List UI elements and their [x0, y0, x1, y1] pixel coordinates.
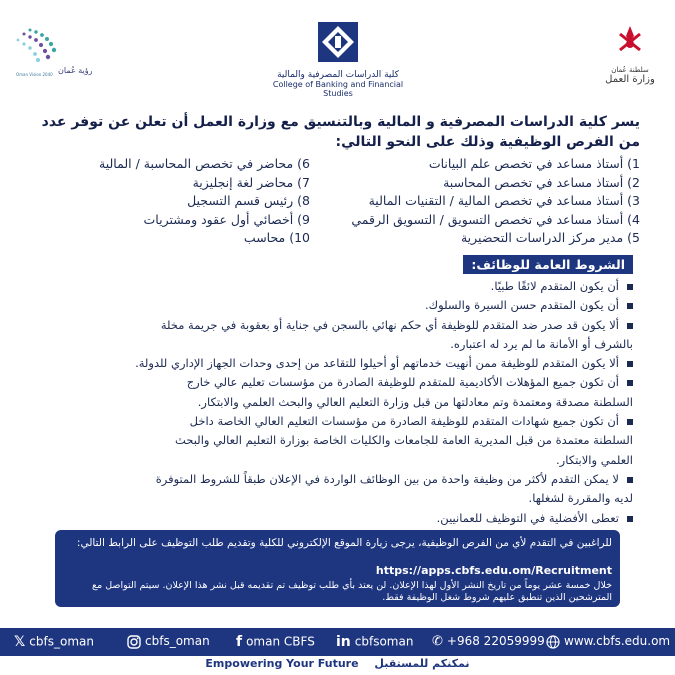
job-item: 3) أستاذ مساعد في تخصص المالية / التقنيات المالية — [368, 193, 640, 209]
ministry-logo — [600, 22, 660, 85]
tagline-en: Empowering Your Future — [205, 657, 359, 670]
apply-box — [55, 530, 620, 607]
instagram-handle: cbfs_oman — [145, 634, 210, 648]
bullet-icon — [627, 323, 633, 329]
linkedin-handle: cbfsoman — [354, 634, 414, 649]
job-item: 8) رئيس قسم التسجيل — [187, 193, 310, 209]
bullet-icon — [627, 477, 633, 483]
conditions-list — [33, 277, 633, 528]
x-icon: 𝕏 — [14, 634, 26, 650]
oman-vision-2040-logo — [10, 24, 105, 80]
globe-icon — [546, 635, 560, 649]
job-item: 7) محاضر لغة إنجليزية — [192, 174, 310, 190]
condition-line: لا يمكن التقدم لأكثر من وظيفة واحدة من بين الوظائف الواردة في الإعلان طبقاً للشروط المتوفرة — [155, 471, 619, 486]
condition-item — [33, 277, 633, 296]
job-item: 2) أستاذ مساعد في تخصص المحاسبة — [443, 174, 640, 190]
job-item: 9) أخصائي أول عقود ومشتريات — [143, 211, 310, 227]
recruitment-link[interactable]: https://apps.cbfs.edu.om/Recruitment — [375, 564, 612, 577]
condition-line: أن تكون جميع شهادات المتقدم للوظيفة الصادرة من مؤسسات التعليم العالي الخاصة داخل — [189, 414, 619, 429]
condition-line: السلطنة معتمدة من قبل المديرية العامة للجامعات والكليات الخاصة بوزارة التعليم العالي والبحث — [175, 433, 633, 448]
condition-line: بالشرف أو الأمانة ما لم يرد له اعتباره. — [450, 336, 633, 351]
job-item: 6) محاضر في تخصص المحاسبة / المالية — [99, 156, 310, 171]
jobs-list-right — [310, 155, 640, 248]
header — [0, 0, 675, 100]
ministry-name: وزارة العمل — [605, 74, 655, 85]
condition-item — [33, 373, 633, 392]
instagram-icon — [127, 635, 141, 649]
bullet-icon — [627, 516, 633, 522]
jobs-list-left — [65, 155, 310, 248]
condition-line: أن تكون جميع المؤهلات الأكاديمية للمتقدم للوظيفة الصادرة من مؤسسات تعليم عالي خارج — [186, 375, 619, 390]
footer-facebook[interactable] — [236, 634, 315, 650]
condition-line: لديه والمقررة لشغلها. — [528, 491, 633, 506]
condition-item — [33, 470, 633, 489]
job-item: 10) محاسب — [243, 230, 310, 246]
linkedin-icon: in — [336, 634, 351, 650]
college-logo — [258, 20, 418, 98]
tagline — [0, 657, 675, 670]
website-url: www.cbfs.edu.om — [564, 634, 671, 648]
bullet-icon — [627, 380, 633, 386]
apply-instructions: للراغبين في التقدم لأي من الفرص الوظيفية، يرجى زيارة الموقع الإلكتروني للكلية وتقديم طلب التوظيف على الرابط التالي: — [76, 537, 612, 549]
condition-item — [33, 316, 633, 335]
intro-text: يسر كلية الدراسات المصرفية و المالية وبالتنسيق مع وزارة العمل أن تعلن عن توفر عدد من الفرص الوظيفية وذلك على النحو التالي: — [41, 114, 640, 150]
college-emblem-icon — [316, 20, 360, 64]
job-item: 4) أستاذ مساعد في تخصص التسويق / التسويق الرقمي — [351, 211, 640, 227]
condition-line: العلمي والابتكار. — [556, 452, 633, 467]
job-item: 5) مدير مركز الدراسات التحضيرية — [460, 230, 640, 246]
oman-vision-sub: Oman Vision 2040 — [16, 72, 53, 77]
condition-item — [33, 296, 633, 315]
college-name-en: College of Banking and Financial Studies — [272, 80, 404, 98]
college-name-ar: كلية الدراسات المصرفية والمالية — [277, 70, 399, 80]
facebook-icon: f — [236, 634, 243, 650]
footer-linkedin[interactable] — [336, 634, 413, 650]
facebook-handle: oman CBFS — [246, 634, 315, 649]
phone-number: +968 22059999 — [446, 634, 545, 648]
apply-notes: خلال خمسة عشر يوماً من تاريخ النشر الأول لهذا الإعلان. لن يعتد بأي طلب توظيف تم تقديمه قبل نشر هذا الإعلان. سيتم التواصل مع المترشحين الذين تنطبق عليهم شروط شغل الوظيفة فقط. — [92, 580, 612, 603]
condition-line: السلطنة مصدقة ومعتمدة وتم معادلتها من قبل وزارة التعليم العالي والبحث العلمي والابتكار. — [197, 394, 633, 409]
condition-item — [33, 509, 633, 528]
footer-phone[interactable] — [432, 634, 545, 649]
conditions-title: الشروط العامة للوظائف: — [463, 255, 633, 274]
bullet-icon — [627, 361, 633, 367]
tagline-ar: نمكنكم للمستقبل — [374, 657, 470, 670]
condition-line: تعطى الأفضلية في التوظيف للعمانيين. — [436, 510, 619, 525]
footer-bar — [0, 628, 675, 656]
bullet-icon — [627, 303, 633, 309]
condition-item — [33, 412, 633, 431]
bullet-icon — [627, 419, 633, 425]
x-handle: cbfs_oman — [29, 634, 94, 649]
condition-line: أن يكون المتقدم لائقًا طبيًا. — [490, 279, 619, 293]
bullet-icon — [627, 284, 633, 290]
oman-emblem-icon — [614, 22, 646, 62]
phone-icon: ✆ — [432, 634, 443, 649]
job-item: 1) أستاذ مساعد في تخصص علم البيانات — [428, 156, 640, 171]
condition-line: أن يكون المتقدم حسن السيرة والسلوك. — [425, 298, 619, 313]
footer-website[interactable] — [546, 634, 670, 649]
condition-line: ألا يكون المتقدم للوظيفة ممن أنهيت خدماتهم أو أحيلوا للتقاعد من إحدى وحدات الجهاز الإداري للدولة. — [135, 356, 619, 371]
ministry-sub: سلطنة عُمان — [611, 66, 649, 74]
footer-x[interactable] — [14, 634, 94, 650]
condition-line: ألا يكون قد صدر ضد المتقدم للوظيفة أي حكم نهائي بالسجن في جناية أو بعقوبة في جريمة مخلة — [160, 317, 619, 332]
condition-item — [33, 354, 633, 373]
footer-instagram[interactable] — [127, 634, 210, 649]
oman-vision-label: رؤية عُمان — [58, 66, 93, 75]
